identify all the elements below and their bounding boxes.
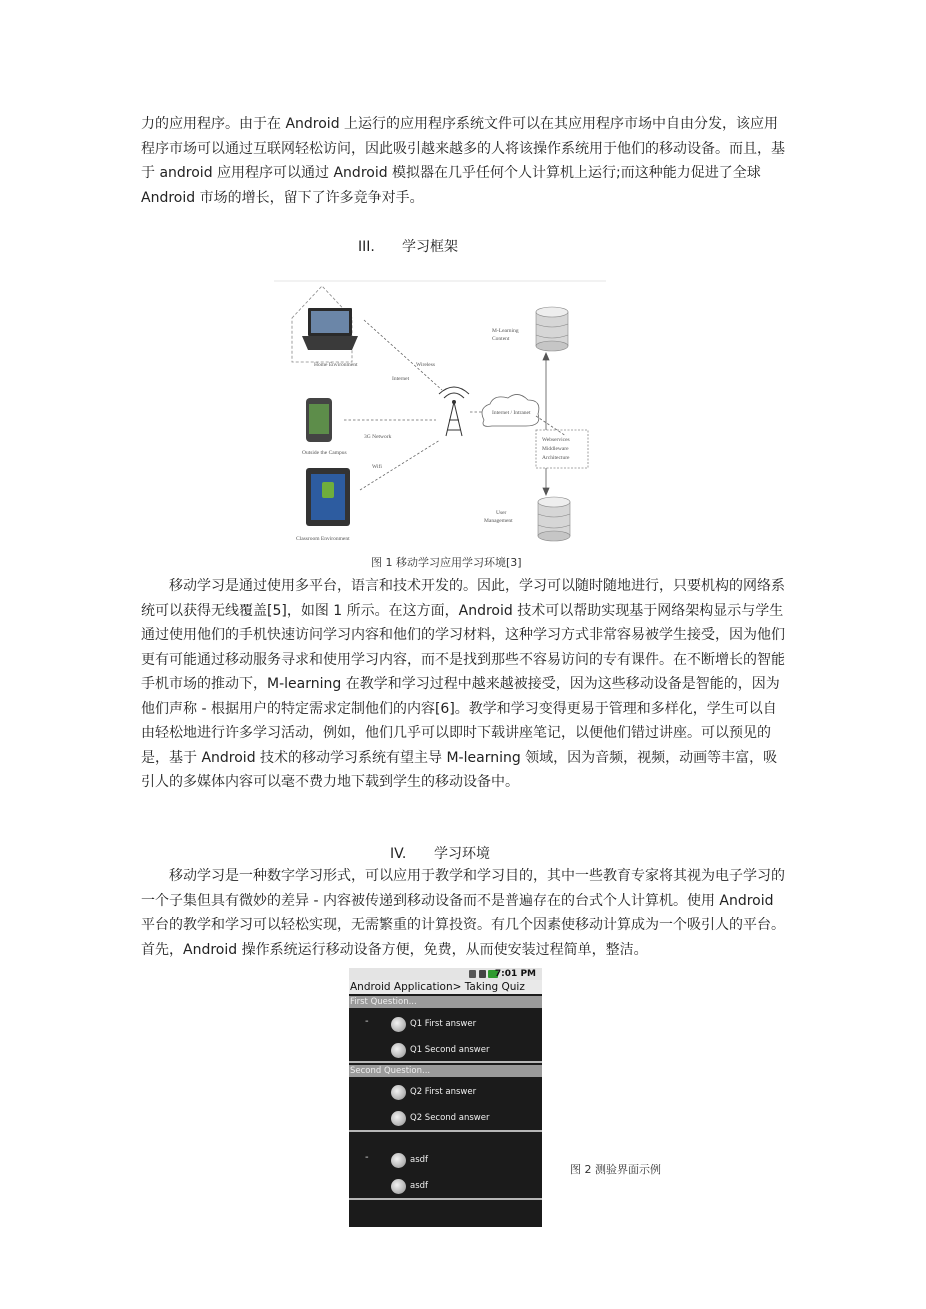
paragraph-bottom: 移动学习是一种数字学习形式，可以应用于教学和学习目的，其中一些教育专家将其视为电子学习的一个子集但具有微妙的差异 - 内容被传递到移动设备而不是普遍存在的台式个人计算机。使用 Android 平台的教学和学习可以轻松实现，无需繁重的计算投资。有几个因素使移动计算成为一个吸引人的平台。首先，Android 操作系统运行移动设备方便，免费，从而使安装过程简单，整洁。 xyxy=(141,868,785,958)
question-1-heading: First Question... xyxy=(349,996,542,1008)
radio-button[interactable] xyxy=(391,1043,406,1058)
label-wireless: Wireless xyxy=(416,362,436,368)
question-2-heading: Second Question... xyxy=(349,1065,542,1077)
database-top-icon xyxy=(536,307,568,351)
question-3-dash: - xyxy=(365,1152,369,1163)
question-1-dash: - xyxy=(365,1016,369,1027)
label-user-2: Management xyxy=(484,518,513,524)
label-mlearning-1: M-Learning xyxy=(492,328,519,334)
figure-2-caption: 图 2 测验界面示例 xyxy=(570,1163,661,1176)
label-ws1: Webservices xyxy=(542,437,570,443)
divider xyxy=(349,1061,542,1063)
section-3-number: III. xyxy=(358,239,375,255)
section-4-heading xyxy=(390,843,490,863)
radio-button[interactable] xyxy=(391,1179,406,1194)
laptop-icon xyxy=(302,308,358,350)
database-bottom-icon xyxy=(538,497,570,541)
app-title-bar: Android Application> Taking Quiz xyxy=(349,980,542,994)
label-ws3: Architecture xyxy=(542,455,570,461)
option-label: Q2 Second answer xyxy=(410,1113,490,1123)
paragraph-top: 力的应用程序。由于在 Android 上运行的应用程序系统文件可以在其应用程序市场中自由分发，该应用程序市场可以通过互联网轻松访问，因此吸引越来越多的人将该操作系统用于他们的移动设备。而且，基于 android 应用程序可以通过 Android 模拟器在几乎任何个人计算机上运行;而这种能力促进了全球 Android 市场的增长，留下了许多竞争对手。 xyxy=(141,116,785,206)
status-bar xyxy=(349,968,542,980)
option-label: Q1 Second answer xyxy=(410,1045,490,1055)
section-4-number: IV. xyxy=(390,846,407,862)
option-label: asdf xyxy=(410,1181,429,1191)
sim-icon xyxy=(469,970,476,978)
label-3g: 3G Network xyxy=(364,434,392,440)
label-ws2: Middleware xyxy=(542,446,569,452)
figure-2-quiz-screenshot xyxy=(349,968,542,1227)
label-mlearning-2: Content xyxy=(492,336,510,342)
label-user-1: User xyxy=(496,510,507,516)
status-time: 7:01 PM xyxy=(494,969,536,979)
option-label: asdf xyxy=(410,1155,429,1165)
label-internet: Internet xyxy=(392,376,410,382)
section-3-heading xyxy=(358,236,458,256)
section-4-title: 学习环境 xyxy=(434,846,490,862)
paragraph-middle: 移动学习是通过使用多平台，语言和技术开发的。因此，学习可以随时随地进行，只要机构的网络系统可以获得无线覆盖[5]，如图 1 所示。在这方面，Android 技术可以帮助实现基于网络架构显示与学生通过使用他们的手机快速访问学习内容和他们的学习材料，这种学习方式非常容易被学生接受，因为他们更有可能通过移动服务寻求和使用学习内容，而不是找到那些不容易访问的专有课件。在不断增长的智能手机市场的推动下，M-learning 在教学和学习过程中越来越被接受，因为这些移动设备是智能的，因为他们声称 - 根据用户的特定需求定制他们的内容[6]。教学和学习变得更易于管理和多样化，学生可以自由轻松地进行许多学习活动，例如，他们几乎可以即时下载讲座笔记，以便他们错过讲座。可以预见的是，基于 Android 技术的移动学习系统有望主导 M-learning 领域，因为音频，视频，动画等丰富，吸引人的多媒体内容可以毫不费力地下载到学生的移动设备中。 xyxy=(141,578,785,790)
radio-button[interactable] xyxy=(391,1085,406,1100)
figure-1-caption: 图 1 移动学习应用学习环境[3] xyxy=(371,556,522,569)
radio-button[interactable] xyxy=(391,1111,406,1126)
radio-button[interactable] xyxy=(391,1017,406,1032)
radio-button[interactable] xyxy=(391,1153,406,1168)
antenna-tower-icon xyxy=(439,387,469,436)
label-home: Home Environment xyxy=(314,362,358,368)
label-classroom: Classroom Environment xyxy=(296,536,350,542)
tablet-icon xyxy=(306,468,350,526)
label-outside: Outside the Campus xyxy=(302,450,347,456)
divider xyxy=(349,1130,542,1132)
option-label: Q1 First answer xyxy=(410,1019,477,1029)
smartphone-icon xyxy=(306,398,332,442)
figure-1-learning-environment xyxy=(274,280,606,548)
section-3-title: 学习框架 xyxy=(402,239,458,255)
divider xyxy=(349,1198,542,1200)
option-label: Q2 First answer xyxy=(410,1087,477,1097)
signal-icon xyxy=(479,970,486,978)
label-cloud: Internet / Intranet xyxy=(492,410,531,416)
label-wifi: Wifi xyxy=(372,464,382,470)
